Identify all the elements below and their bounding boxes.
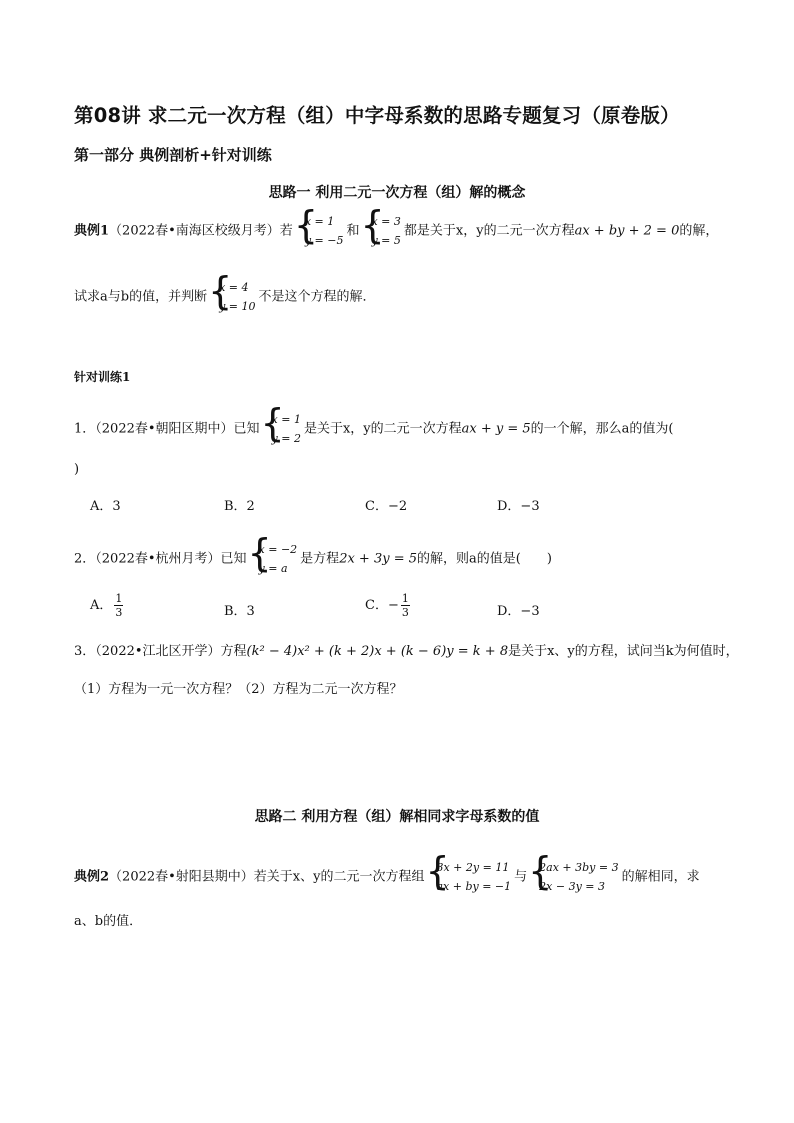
example-1-and: 和	[346, 223, 360, 239]
question-1-option-d[interactable]: D．−3	[497, 499, 540, 514]
part-heading: 第一部分 典例剖析+针对训练	[74, 146, 272, 164]
example-1-system-c: { x = 4 y = 10	[210, 278, 255, 316]
question-2-equation: 2x + 3y = 5	[339, 551, 417, 567]
example-1-label: 典例1	[74, 223, 110, 239]
question-1-text: 是关于x，y的二元一次方程	[303, 421, 462, 437]
fraction-one-third: $\frac{1}{3}$	[115, 592, 123, 619]
question-1-option-b[interactable]: B．2	[224, 499, 255, 514]
example-1-question: 试求a与b的值，并判断	[74, 289, 208, 305]
question-2-system: { x = −2 y = a	[250, 540, 298, 578]
example-2-system-a: { 3x + 2y = 11 ax + by = −1	[427, 858, 511, 896]
example-1-end: 的解，	[679, 223, 719, 239]
question-2-text: 是方程	[300, 551, 340, 567]
question-2-option-d[interactable]: D．−3	[497, 604, 540, 619]
example-1-source: （2022春•南海区校级月考）若	[109, 223, 293, 239]
example-1-system-b: { x = 3 y = 5	[362, 212, 400, 250]
question-2-end: 的解，则a的值是( )	[417, 551, 552, 567]
example-2-with: 与	[514, 869, 528, 885]
page-title: 第08讲 求二元一次方程（组）中字母系数的思路专题复习（原卷版）	[74, 104, 680, 127]
question-2-option-a[interactable]: A． $\frac{1}{3}$	[90, 592, 123, 619]
question-2-lead: 2．（2022春•杭州月考）已知	[74, 551, 247, 567]
question-3-end: 是关于x、y的方程，试问当k为何值时，	[508, 644, 739, 659]
question-2-option-c[interactable]: C．− $\frac{1}{3}$	[365, 592, 409, 619]
section-heading-1: 思路一 利用二元一次方程（组）解的概念	[268, 185, 526, 201]
question-2-option-b[interactable]: B．3	[224, 604, 255, 619]
example-1-line-1	[74, 212, 718, 250]
question-1-option-a[interactable]: A．3	[90, 499, 121, 514]
question-2-line-1	[74, 540, 552, 578]
training-1-heading: 针对训练1	[74, 370, 131, 384]
question-1-option-c[interactable]: C．−2	[365, 499, 408, 514]
question-3-line-2: （1）方程为一元一次方程？（2）方程为二元一次方程？	[74, 682, 403, 697]
question-1-line-1	[74, 410, 674, 448]
section-heading-2: 思路二 利用方程（组）解相同求字母系数的值	[254, 809, 540, 825]
example-1-system-a: { x = 1 y = −5	[296, 212, 344, 250]
example-2-source: （2022春•射阳县期中）若关于x、y的二元一次方程组	[109, 869, 425, 885]
question-3-lead: 3．（2022•江北区开学）方程	[74, 644, 247, 659]
question-3-equation: (k² − 4)x² + (k + 2)x + (k − 6)y = k + 8	[246, 644, 509, 659]
question-1-close: )	[74, 462, 80, 477]
example-1-equation: ax + by + 2 = 0	[574, 223, 680, 239]
example-1-line-2	[74, 278, 376, 316]
example-2-end: 的解相同，求	[621, 869, 700, 885]
question-1-lead: 1．（2022春•朝阳区期中）已知	[74, 421, 260, 437]
fraction-one-third: $\frac{1}{3}$	[401, 592, 409, 619]
example-2-label: 典例2	[74, 869, 110, 885]
question-1-equation: ax + y = 5	[461, 421, 531, 437]
question-3-line-1	[74, 640, 739, 659]
example-2-line-2: a、b的值．	[74, 914, 143, 929]
example-1-question-end: 不是这个方程的解．	[258, 289, 376, 305]
question-1-system: { x = 1 y = 2	[263, 410, 301, 448]
example-2-system-b: { 2ax + 3by = 3 2x − 3y = 3	[530, 858, 618, 896]
example-2-line-1	[74, 858, 700, 896]
question-1-end: 的一个解，那么a的值为(	[530, 421, 674, 437]
example-1-text: 都是关于x，y的二元一次方程	[403, 223, 575, 239]
